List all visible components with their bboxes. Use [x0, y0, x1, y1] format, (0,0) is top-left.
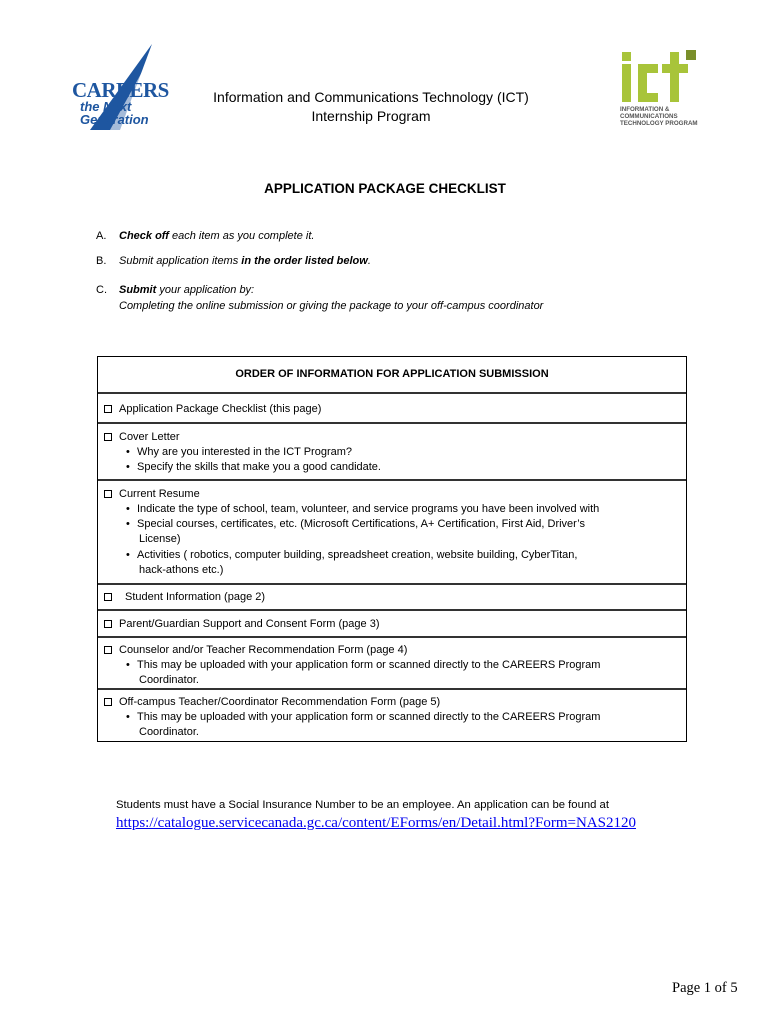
ict-subtitle: INFORMATION & COMMUNICATIONS TECHNOLOGY PROGRAM	[620, 106, 698, 127]
bullet-item: • Indicate the type of school, team, volunteer, and service programs you have been involved with	[126, 503, 600, 515]
page-number: Page 1 of 5	[672, 980, 738, 996]
careers-wordmark: CAREERS	[72, 78, 169, 102]
submission-order-table	[97, 356, 687, 742]
checklist-item: Current Resume • Indicate the type of school, team, volunteer, and service programs you have been involved with • Special courses, certificates, etc. (Microsoft Certifications, A+ Certification, First Aid, Driver’s License) • Activities ( robotics, computer building, spreadsheet creation, website building, CyberTitan, hack-athons etc.)	[98, 481, 686, 585]
ict-logo	[620, 50, 730, 132]
checkbox-icon[interactable]	[104, 698, 112, 706]
checkbox-icon[interactable]	[104, 646, 112, 654]
checklist-item: Parent/Guardian Support and Consent Form (page 3)	[98, 611, 686, 638]
checklist-item: Off-campus Teacher/Coordinator Recommendation Form (page 5) • This may be uploaded with your application form or scanned directly to the CAREERS Program Coordinator.	[98, 690, 686, 742]
service-canada-link[interactable]: https://catalogue.servicecanada.gc.ca/content/EForms/en/Detail.html?Form=NAS2120	[116, 815, 636, 831]
instruction-b: B. Submit application items in the order listed below.	[96, 255, 371, 267]
checkbox-icon[interactable]	[104, 620, 112, 628]
checkbox-icon[interactable]	[104, 490, 112, 498]
bullet-item: • Specify the skills that make you a good candidate.	[126, 461, 381, 473]
checklist-item: Application Package Checklist (this page)	[98, 394, 686, 424]
checkbox-icon[interactable]	[104, 433, 112, 441]
program-title: Information and Communications Technology (ICT) Internship Program	[213, 89, 529, 124]
bullet-item: • This may be uploaded with your application form or scanned directly to the CAREERS Program	[126, 711, 601, 723]
checklist-item: Cover Letter • Why are you interested in the ICT Program? • Specify the skills that make you a good candidate.	[98, 424, 686, 481]
bullet-item: • Why are you interested in the ICT Program?	[126, 446, 353, 458]
bullet-item: • Special courses, certificates, etc. (Microsoft Certifications, A+ Certification, First Aid, Driver’s	[126, 518, 585, 530]
careers-tagline: the Next Generation	[80, 99, 149, 127]
checkbox-icon[interactable]	[104, 593, 112, 601]
table-header-row	[98, 357, 686, 394]
instruction-c: C. Submit your application by: Completing the online submission or giving the package to your off-campus coordinator	[96, 284, 544, 312]
careers-logo	[60, 44, 169, 130]
checkbox-icon[interactable]	[104, 405, 112, 413]
instruction-a: A. Check off each item as you complete it.	[96, 230, 315, 242]
sin-note: Students must have a Social Insurance Number to be an employee. An application can be found at	[116, 799, 609, 811]
bullet-item: • This may be uploaded with your application form or scanned directly to the CAREERS Program	[126, 659, 601, 671]
checklist-item: Student Information (page 2)	[98, 585, 686, 611]
table-header: ORDER OF INFORMATION FOR APPLICATION SUBMISSION	[235, 368, 549, 380]
bullet-item: • Activities ( robotics, computer building, spreadsheet creation, website building, CyberTitan,	[126, 549, 578, 561]
checklist-title: APPLICATION PACKAGE CHECKLIST	[264, 181, 506, 196]
checklist-item: Counselor and/or Teacher Recommendation Form (page 4) • This may be uploaded with your application form or scanned directly to the CAREERS Program Coordinator.	[98, 638, 686, 690]
